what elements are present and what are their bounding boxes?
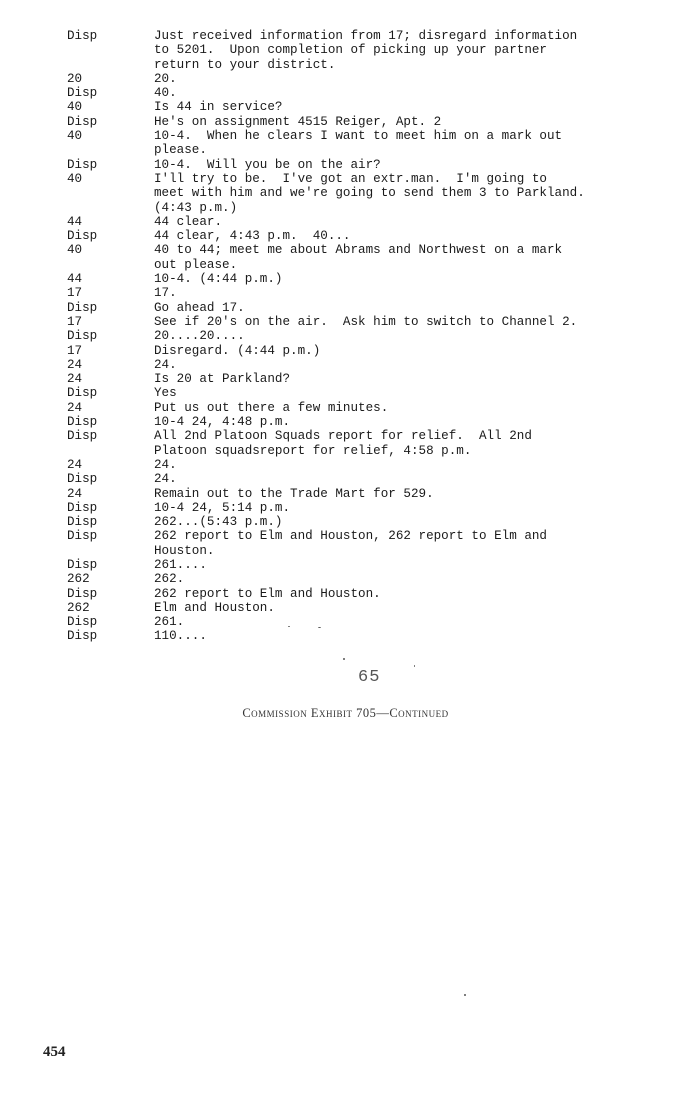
transcript-line [67,215,667,229]
speaker: 40 [67,100,83,115]
message: 10-4. When he clears I want to meet him on a mark out please. [154,129,563,158]
transcript-line [67,558,667,572]
transcript-line [67,344,667,358]
speaker: Disp [67,300,98,315]
speaker: 262 [67,572,90,587]
transcript-line [67,515,667,529]
message: He's on assignment 4515 Reiger, Apt. 2 [154,114,442,129]
transcript-line [67,601,667,615]
speaker: Disp [67,557,98,572]
message: I'll try to be. I've got an extr.man. I'm going to meet with him and we're going to send them 3 to Parkland. (4:43 p.m.) [154,171,585,215]
transcript-line [67,272,667,286]
transcript-line [67,243,667,272]
transcript-line [67,386,667,400]
speaker: Disp [67,615,98,630]
message: 44 clear, 4:43 p.m. 40... [154,229,351,244]
transcript-line [67,29,667,72]
speaker: 20 [67,71,83,86]
message: 261.... [154,557,207,572]
message: 262 report to Elm and Houston. [154,586,381,601]
speaker: 24 [67,486,83,501]
scan-speck [318,627,321,628]
speaker: Disp [67,415,98,430]
speaker: Disp [67,86,98,101]
transcript-line [67,401,667,415]
speaker: Disp [67,229,98,244]
message: 261. [154,615,185,630]
transcript-line [67,458,667,472]
speaker: 24 [67,400,83,415]
speaker: Disp [67,629,98,644]
exhibit-caption [0,706,691,721]
transcript-line [67,487,667,501]
message: 20. [154,71,177,86]
speaker: Disp [67,529,98,544]
speaker: 17 [67,286,83,301]
speaker: 44 [67,272,83,287]
transcript-line [67,115,667,129]
speaker: 40 [67,243,83,258]
transcript-line [67,358,667,372]
message: Elm and Houston. [154,600,275,615]
message: Just received information from 17; disregard information to 5201. Upon completion of picking up your partner return to your district. [154,29,578,72]
transcript-line [67,615,667,629]
transcript-line [67,529,667,558]
speaker: Disp [67,29,98,43]
message: 20....20.... [154,329,245,344]
message: 17. [154,286,177,301]
message: 10-4 24, 5:14 p.m. [154,500,291,515]
message: 24. [154,457,177,472]
message: Remain out to the Trade Mart for 529. [154,486,434,501]
speaker: Disp [67,472,98,487]
transcript-line [67,472,667,486]
speaker: 40 [67,129,83,144]
message: 24. [154,472,177,487]
transcript-line [67,301,667,315]
speaker: 24 [67,457,83,472]
transcript-line [67,572,667,586]
page-number: 454 [43,1044,66,1060]
speaker: Disp [67,329,98,344]
message: 10-4 24, 4:48 p.m. [154,415,291,430]
transcript-line [67,587,667,601]
scan-speck [414,665,415,667]
exhibit-caption-text: Commission Exhibit 705—Continued [242,706,449,720]
transcript-line [67,329,667,343]
transcript [67,29,667,644]
message: 262...(5:43 p.m.) [154,515,283,530]
message: 40. [154,86,177,101]
transcript-line [67,158,667,172]
speaker: 44 [67,214,83,229]
message: Disregard. (4:44 p.m.) [154,343,321,358]
speaker: Disp [67,586,98,601]
message: Go ahead 17. [154,300,245,315]
transcript-line [67,315,667,329]
scan-speck [343,658,345,660]
speaker: Disp [67,386,98,401]
speaker: 24 [67,372,83,387]
message: 10-4. Will you be on the air? [154,157,381,172]
speaker: 262 [67,600,90,615]
transcript-line [67,415,667,429]
transcript-line [67,129,667,158]
message: See if 20's on the air. Ask him to switch to Channel 2. [154,314,578,329]
scan-speck [464,994,466,996]
message: 40 to 44; meet me about Abrams and Northwest on a mark out please. [154,243,563,272]
message: 24. [154,357,177,372]
speaker: 40 [67,171,83,186]
transcript-line [67,286,667,300]
transcript-line [67,372,667,386]
transcript-line [67,72,667,86]
speaker: 24 [67,357,83,372]
speaker: Disp [67,429,98,444]
speaker: Disp [67,114,98,129]
speaker: 17 [67,343,83,358]
transcript-line [67,172,667,215]
message: 262. [154,572,185,587]
message: Put us out there a few minutes. [154,400,389,415]
message: 262 report to Elm and Houston, 262 report to Elm and Houston. [154,529,547,558]
message: Is 20 at Parkland? [154,372,291,387]
speaker: Disp [67,500,98,515]
scan-speck [288,626,290,627]
transcript-line [67,429,667,458]
message: Yes [154,386,177,401]
message: All 2nd Platoon Squads report for relief. All 2nd Platoon squadsreport for relief, 4:58 p.m. [154,429,532,458]
speaker: Disp [67,157,98,172]
transcript-line [67,86,667,100]
message: 44 clear. [154,214,223,229]
handwritten-page-mark: 65 [358,668,381,687]
transcript-line [67,100,667,114]
speaker: Disp [67,515,98,530]
message: 10-4. (4:44 p.m.) [154,272,283,287]
speaker: 17 [67,314,83,329]
message: Is 44 in service? [154,100,283,115]
transcript-line [67,229,667,243]
transcript-line [67,501,667,515]
message: 110.... [154,629,207,644]
transcript-line [67,629,667,643]
